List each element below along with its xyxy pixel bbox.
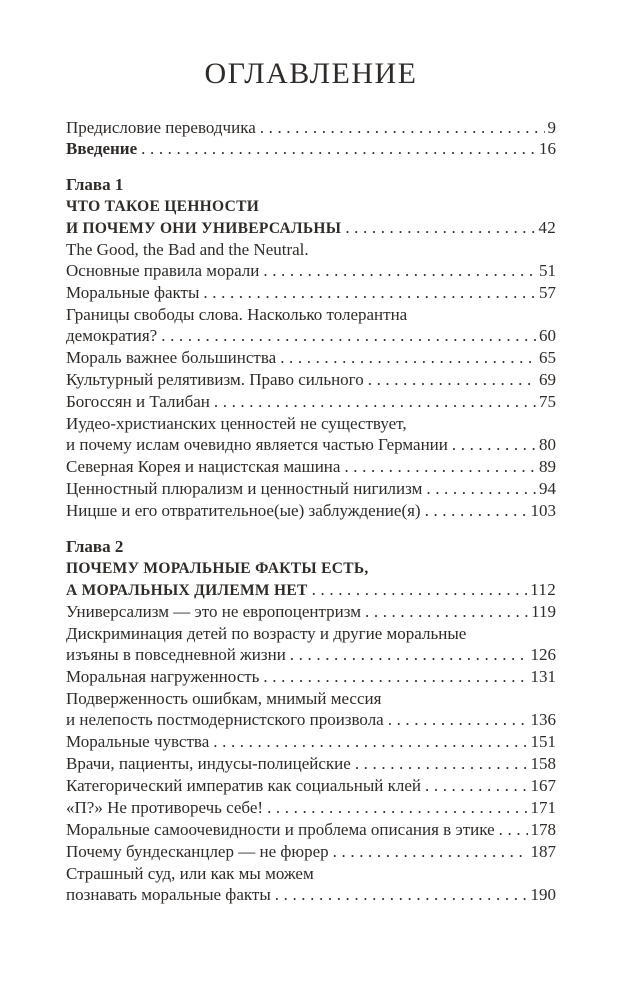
page-number: 75 — [539, 392, 556, 411]
toc-entry-line — [66, 391, 556, 412]
toc-entry-line — [66, 138, 556, 159]
toc-line-text: ПОЧЕМУ МОРАЛЬНЫЕ ФАКТЫ ЕСТЬ, — [66, 560, 369, 577]
toc-entry-line — [66, 500, 556, 521]
toc-line-text: Моральные самоочевидности и проблема описания в этике — [66, 820, 495, 839]
toc-entry-line — [66, 304, 556, 325]
dot-leader — [426, 478, 536, 499]
toc-entry-line — [66, 688, 556, 709]
toc-section-chapter-1 — [66, 173, 556, 521]
page-number: 89 — [539, 457, 556, 476]
page-number: 167 — [530, 776, 556, 795]
toc-line-text: Подверженность ошибкам, мнимый мессия — [66, 689, 382, 708]
page-number: 112 — [530, 580, 556, 599]
page-number: 80 — [539, 435, 556, 454]
toc-line-text: Категорический императив как социальный клей — [66, 776, 421, 795]
toc-entry-line — [66, 117, 556, 138]
toc-entry-line — [66, 239, 556, 260]
toc-line-text: Моральная нагруженность — [66, 667, 260, 686]
toc-line-text: Моральные чувства — [66, 732, 210, 751]
toc-line-text: Ницше и его отвратительное(ые) заблуждение(я) — [66, 501, 421, 520]
toc-entry-line — [66, 644, 556, 665]
toc-entry-line — [66, 775, 556, 796]
dot-leader — [203, 282, 536, 303]
page-number: 65 — [539, 348, 556, 367]
toc-entry — [66, 753, 556, 774]
toc-entry — [66, 478, 556, 499]
dot-leader — [333, 841, 528, 862]
toc-entry-line — [66, 282, 556, 303]
toc-line-text: Ценностный плюрализм и ценностный нигилизм — [66, 479, 423, 498]
toc-entry-line — [66, 841, 556, 862]
page-number: 9 — [547, 118, 556, 137]
chapter-label: Глава 1 — [66, 175, 124, 194]
toc-entry — [66, 601, 556, 622]
chapter-title-line — [66, 558, 556, 579]
toc-line-text: изъяны в повседневной жизни — [66, 645, 286, 664]
toc-line-text: Мораль важнее большинства — [66, 348, 277, 367]
toc-line-text: Введение — [66, 139, 138, 158]
toc-line-text: Северная Корея и нацистская машина — [66, 457, 341, 476]
toc-entry-line — [66, 863, 556, 884]
toc-entry — [66, 347, 556, 368]
toc-entry-line — [66, 260, 556, 281]
toc-entry — [66, 797, 556, 818]
page-number: 171 — [530, 798, 556, 817]
toc-line-text: ЧТО ТАКОЕ ЦЕННОСТИ — [66, 198, 260, 215]
toc-entry-line — [66, 623, 556, 644]
page-number: 136 — [530, 710, 556, 729]
dot-leader — [213, 731, 527, 752]
toc-entry-line — [66, 601, 556, 622]
dot-leader — [452, 434, 536, 455]
dot-leader — [425, 775, 528, 796]
dot-leader — [290, 644, 528, 665]
page-number: 51 — [539, 261, 556, 280]
toc-entry-line — [66, 797, 556, 818]
dot-leader — [214, 391, 536, 412]
dot-leader — [161, 325, 536, 346]
toc-entry — [66, 138, 556, 159]
toc-line-text: Универсализм — это не европоцентризм — [66, 602, 361, 621]
dot-leader — [355, 753, 528, 774]
toc-entry — [66, 239, 556, 281]
dot-leader — [365, 601, 528, 622]
page-number: 190 — [530, 885, 556, 904]
page-number: 178 — [530, 820, 556, 839]
page-title: ОГЛАВЛЕНИЕ — [204, 57, 418, 90]
page-number: 69 — [539, 370, 556, 389]
toc-line-text: А МОРАЛЬНЫХ ДИЛЕММ НЕТ — [66, 582, 308, 599]
dot-leader — [263, 260, 536, 281]
toc-entry — [66, 775, 556, 796]
page-number: 119 — [531, 602, 556, 621]
toc-entry — [66, 688, 556, 730]
toc-entry-line — [66, 666, 556, 687]
toc-entry-line — [66, 819, 556, 840]
toc-line-text: Врачи, пациенты, индусы-полицейские — [66, 754, 351, 773]
dot-leader — [499, 819, 528, 840]
toc-line-text: The Good, the Bad and the Neutral. — [66, 240, 309, 259]
page-number: 103 — [530, 501, 556, 520]
page-number: 60 — [539, 326, 556, 345]
toc-entry-line — [66, 347, 556, 368]
toc-line-text: познавать моральные факты — [66, 885, 271, 904]
toc-entry-line — [66, 325, 556, 346]
toc-line-text: и почему ислам очевидно является частью Германии — [66, 435, 448, 454]
toc-entry-line — [66, 709, 556, 730]
toc-line-text: демократия? — [66, 326, 158, 345]
page-number: 42 — [538, 218, 556, 237]
toc-entry — [66, 391, 556, 412]
toc-line-text: Основные правила морали — [66, 261, 260, 280]
page-number: 151 — [530, 732, 556, 751]
dot-leader — [425, 500, 528, 521]
page-number: 158 — [530, 754, 556, 773]
dot-leader — [267, 797, 527, 818]
toc-entry-line — [66, 434, 556, 455]
toc-entry — [66, 117, 556, 138]
toc-entry — [66, 282, 556, 303]
toc-entry-line — [66, 413, 556, 434]
toc-entry — [66, 841, 556, 862]
toc-section-chapter-2 — [66, 535, 556, 905]
chapter-label: Глава 2 — [66, 537, 124, 556]
dot-leader — [344, 456, 536, 477]
toc-entry — [66, 731, 556, 752]
toc-entry — [66, 623, 556, 665]
toc-entry — [66, 666, 556, 687]
toc-entry-line — [66, 456, 556, 477]
toc-line-text: Почему бундесканцлер — не фюрер — [66, 842, 329, 861]
dot-leader — [368, 369, 536, 390]
page-number: 131 — [530, 667, 556, 686]
chapter-title-line — [66, 579, 556, 601]
dot-leader — [260, 117, 545, 138]
toc-entry — [66, 369, 556, 390]
toc-line-text: Моральные факты — [66, 283, 200, 302]
toc-entry-line — [66, 731, 556, 752]
toc-list — [66, 117, 556, 905]
toc-entry — [66, 456, 556, 477]
chapter-title-line — [66, 217, 556, 239]
toc-entry-line — [66, 753, 556, 774]
toc-line-text: Дискриминация детей по возрасту и другие моральные — [66, 624, 467, 643]
dot-leader — [388, 709, 528, 730]
toc-line-text: Культурный релятивизм. Право сильного — [66, 370, 364, 389]
page-number: 16 — [539, 139, 556, 158]
dot-leader — [141, 138, 536, 159]
toc-entry-line — [66, 884, 556, 905]
dot-leader — [280, 347, 536, 368]
toc-line-text: И ПОЧЕМУ ОНИ УНИВЕРСАЛЬНЫ — [66, 220, 342, 237]
page-number: 94 — [539, 479, 556, 498]
toc-entry — [66, 863, 556, 905]
toc-entry — [66, 304, 556, 346]
toc-line-text: Богоссян и Талибан — [66, 392, 210, 411]
page-number: 187 — [530, 842, 556, 861]
chapter-title-line — [66, 196, 556, 217]
toc-entry — [66, 500, 556, 521]
dot-leader — [345, 217, 535, 239]
toc-line-text: Иудео-христианских ценностей не существует, — [66, 414, 407, 433]
toc-line-text: Страшный суд, или как мы можем — [66, 864, 314, 883]
page-number: 126 — [530, 645, 556, 664]
dot-leader — [263, 666, 527, 687]
dot-leader — [312, 579, 528, 601]
toc-line-text: Предисловие переводчика — [66, 118, 256, 137]
dot-leader — [275, 884, 528, 905]
toc-entry — [66, 819, 556, 840]
toc-entry — [66, 413, 556, 455]
page-number: 57 — [539, 283, 556, 302]
toc-entry-line — [66, 478, 556, 499]
toc-entry-line — [66, 369, 556, 390]
toc-line-text: и нелепость постмодернистского произвола — [66, 710, 384, 729]
toc-line-text: Границы свободы слова. Насколько толерантна — [66, 305, 408, 324]
toc-line-text: «П?» Не противоречь себе! — [66, 798, 264, 817]
